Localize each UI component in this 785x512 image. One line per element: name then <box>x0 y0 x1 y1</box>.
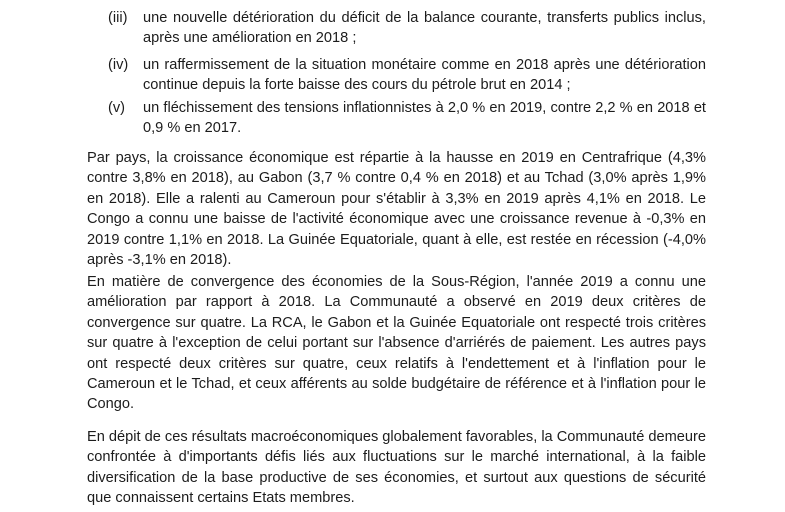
paragraph-growth-by-country: Par pays, la croissance économique est répartie à la hausse en 2019 en Centrafrique (4,3% contre 3,8% en 2018), au Gabon (3,7 % contre 0,4 % en 2018) et au Tchad (3,0% après 1,9% en 2018). Elle a ralenti au Cameroun pour s'établir à 3,3% en 2019 après 4,1% en 2018. Le Congo a connu une baisse de l'activité économique avec une croissance revenue à -0,3% en 2019 contre 1,1% en 2018. La Guinée Equatoriale, quant à elle, est restée en récession (-4,0% après -3,1% en 2018). <box>87 150 706 269</box>
list-item-iv <box>108 55 706 96</box>
list-item-text: un fléchissement des tensions inflationnistes à 2,0 % en 2019, contre 2,2 % en 2018 et 0,9 % en 2017. <box>143 100 706 137</box>
paragraph-challenges: En dépit de ces résultats macroéconomiques globalement favorables, la Communauté demeure confrontée à d'importants défis liés aux fluctuations sur le marché international, à la faible diversification de la base productive de ses économies, et surtout aux questions de sécurité que connaissent certains Etats membres. <box>87 429 706 507</box>
list-item-text: un raffermissement de la situation monétaire comme en 2018 après une détérioration continue depuis la forte baisse des cours du pétrole brut en 2014 ; <box>143 57 706 94</box>
list-marker: (iii) <box>108 10 128 26</box>
list-item-iii <box>108 8 706 49</box>
list-item-v <box>108 98 706 139</box>
paragraph-convergence: En matière de convergence des économies de la Sous-Région, l'année 2019 a connu une amélioration par rapport à 2018. La Communauté a observé en 2019 deux critères de convergence sur quatre. La RCA, le Gabon et la Guinée Equatoriale ont respecté trois critères sur quatre à l'exception de celui portant sur l'absence d'arriérés de paiement. Les autres pays ont respecté deux critères sur quatre, ceux relatifs à l'endettement et à l'inflation pour le Cameroun et le Tchad, et ceux afférents au solde budgétaire de référence et à l'inflation pour le Congo. <box>87 274 706 413</box>
list-marker: (iv) <box>108 57 129 73</box>
list-marker: (v) <box>108 100 126 116</box>
list-item-text: une nouvelle détérioration du déficit de la balance courante, transferts publics inclus, après une amélioration en 2018 ; <box>143 10 706 47</box>
